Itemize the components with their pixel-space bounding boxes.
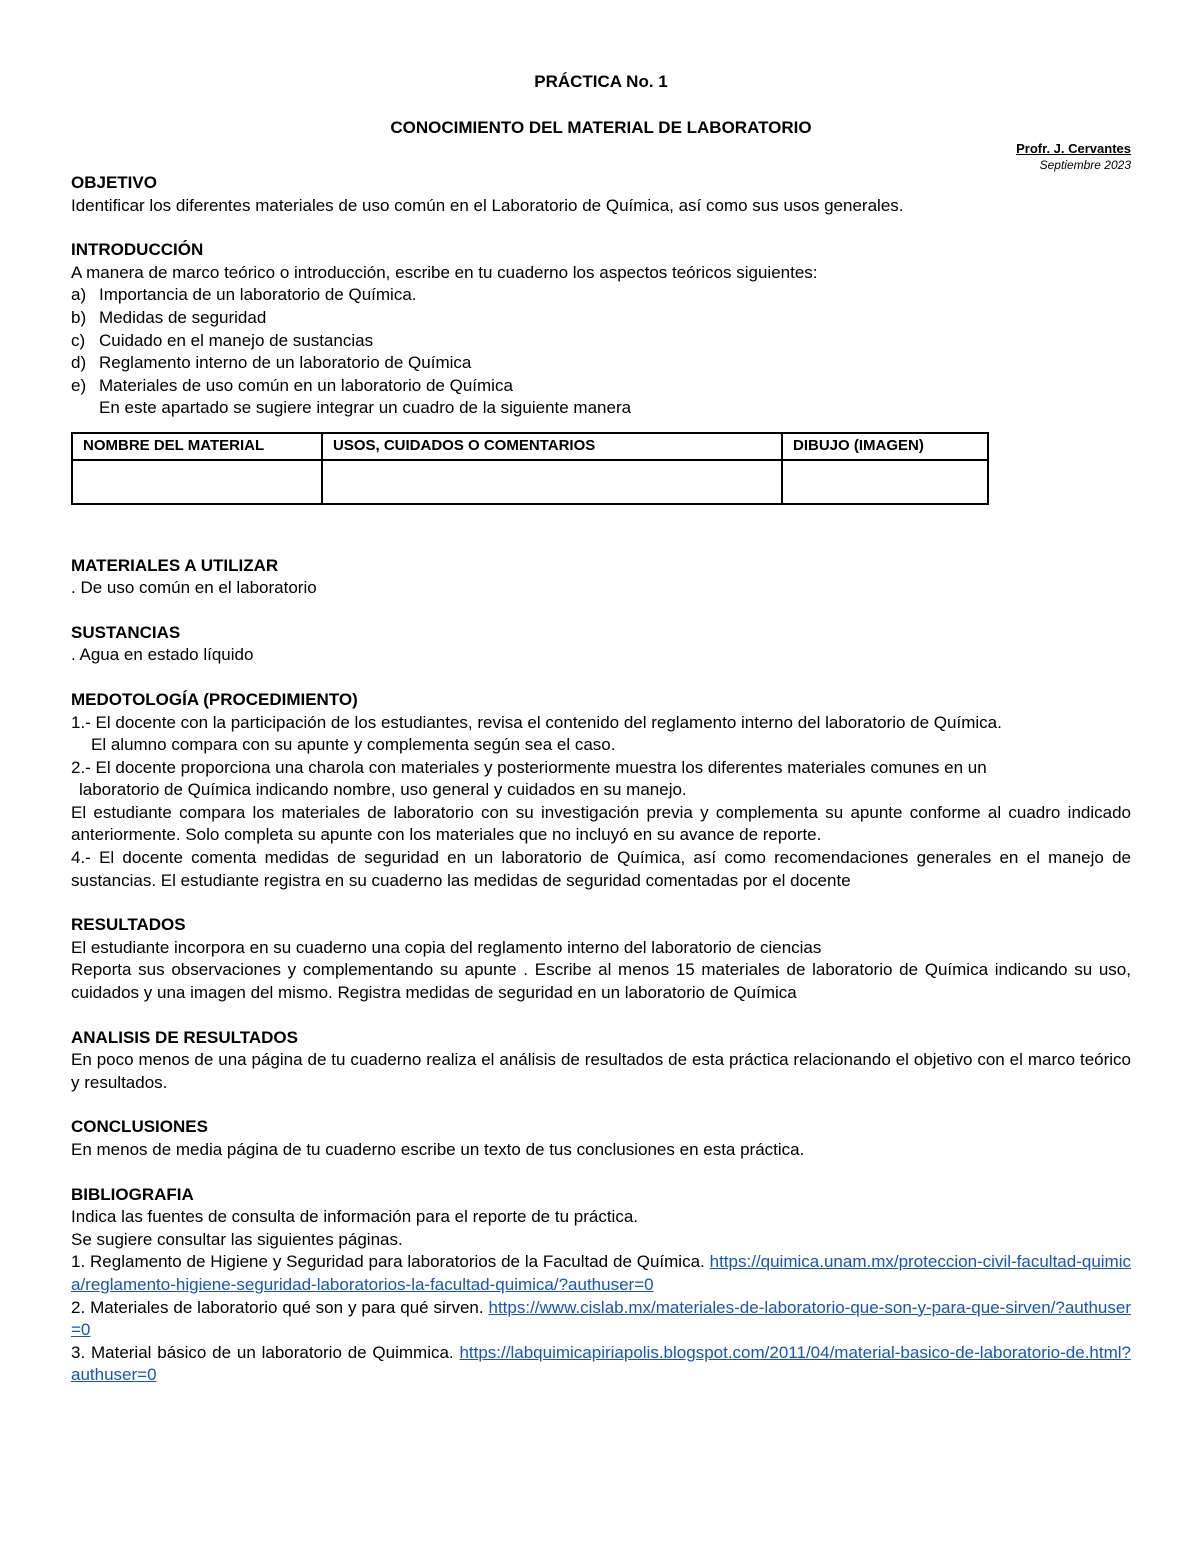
table-cell [72,460,322,504]
analisis-text: En poco menos de una página de tu cuaderno realiza el análisis de resultados de esta práctica relacionando el objetivo con el marco teórico y resultados. [71,1050,1131,1092]
reference-item [71,1297,1131,1342]
section-resultados [71,914,1131,1004]
reference-label: 3. Material básico de un laboratorio de Quimmica. [71,1342,460,1362]
reference-link[interactable]: https://quimica.unam.mx/proteccion-civil-facultad-quimica/reglamento-higiene-seguridad-laboratorios-la-facultad-quimica/?authuser=0 [71,1252,1131,1294]
reference-link[interactable]: https://labquimicapiriapolis.blogspot.com/2011/04/material-basico-de-laboratorio-de.html?authuser=0 [71,1342,1131,1385]
section-metodologia [71,689,1131,892]
sustancias-text: . Agua en estado líquido [71,645,254,665]
list-text: Medidas de seguridad [99,307,267,327]
author-block [1016,140,1131,174]
list-text: Reglamento interno de un laboratorio de Química [99,353,472,373]
table-header-cell: DIBUJO (IMAGEN) [782,433,988,460]
section-objetivo [71,172,1131,217]
list-text: Cuidado en el manejo de sustancias [99,330,374,350]
section-heading: MEDOTOLOGÍA (PROCEDIMIENTO) [71,689,358,709]
materiales-text: . De uso común en el laboratorio [71,578,317,598]
author-name: Profr. J. Cervantes [1016,141,1131,156]
metodologia-step-1: 1.- El docente con la participación de los estudiantes, revisa el contenido del reglamento interno del laboratorio de Química. [71,712,1002,732]
resultados-text-2: Reporta sus observaciones y complementando su apunte . Escribe al menos 15 materiales de laboratorio de Química indicando su uso, cuidados y una imagen del mismo. Registra medidas de seguridad en un laboratorio de Química [71,960,1131,1003]
section-heading: SUSTANCIAS [71,622,181,642]
introduccion-note: En este apartado se sugiere integrar un cuadro de la siguiente manera [99,398,632,418]
document-date: Septiembre 2023 [1039,158,1131,172]
section-analisis [71,1027,1131,1095]
list-item [71,284,1131,307]
section-heading: RESULTADOS [71,915,186,935]
metodologia-step-3: El estudiante compara los materiales de laboratorio con su investigación previa y complementa su apunte conforme al cuadro indicado anteriormente. Solo completa su apunte con los materiales que no incluyó en su avance de reporte. [71,802,1131,845]
list-letter: d) [71,353,87,373]
table-header-row [72,433,988,460]
objetivo-text: Identificar los diferentes materiales de uso común en el Laboratorio de Química, así como sus usos generales. [71,195,904,215]
section-heading: CONCLUSIONES [71,1117,208,1137]
list-item [71,352,1131,375]
list-letter: a) [71,285,87,305]
list-item [71,375,1131,398]
section-heading: OBJETIVO [71,173,157,192]
list-letter: b) [71,307,87,327]
metodologia-step-2b: laboratorio de Química indicando nombre, uso general y cuidados en su manejo. [79,780,687,800]
bibliografia-text-1: Indica las fuentes de consulta de información para el reporte de tu práctica. [71,1207,639,1227]
table-cell [322,460,782,504]
reference-label: 1. Reglamento de Higiene y Seguridad para laboratorios de la Facultad de Química. [71,1252,710,1272]
page-subtitle: CONOCIMIENTO DEL MATERIAL DE LABORATORIO [390,118,812,137]
section-introduccion [71,239,1131,504]
reference-label: 2. Materiales de laboratorio qué son y para qué sirven. [71,1297,489,1317]
reference-item [71,1251,1131,1296]
table-row [72,460,988,504]
section-heading: INTRODUCCIÓN [71,240,204,260]
list-item [71,330,1131,353]
section-bibliografia [71,1184,1131,1387]
list-text: Materiales de uso común en un laboratorio de Química [99,375,513,395]
section-heading: BIBLIOGRAFIA [71,1184,194,1204]
section-materiales [71,555,1131,600]
introduccion-list [71,284,1131,397]
section-conclusiones [71,1116,1131,1161]
table-header-cell: USOS, CUIDADOS O COMENTARIOS [322,433,782,460]
metodologia-step-1b: El alumno compara con su apunte y complementa según sea el caso. [91,735,616,755]
materials-table [71,432,989,505]
document-body [71,172,1131,1409]
table-cell [782,460,988,504]
resultados-text-1: El estudiante incorpora en su cuaderno una copia del reglamento interno del laboratorio de ciencias [71,937,822,957]
list-item [71,307,1131,330]
reference-item [71,1342,1131,1387]
table-header-cell: NOMBRE DEL MATERIAL [72,433,322,460]
conclusiones-text: En menos de media página de tu cuaderno escribe un texto de tus conclusiones en esta práctica. [71,1140,805,1159]
page-title: PRÁCTICA No. 1 [534,72,668,91]
section-heading: MATERIALES A UTILIZAR [71,555,279,575]
bibliografia-text-2: Se sugiere consultar las siguientes páginas. [71,1229,403,1249]
section-heading: ANALISIS DE RESULTADOS [71,1027,298,1047]
section-sustancias [71,622,1131,667]
reference-link[interactable]: https://www.cislab.mx/materiales-de-laboratorio-que-son-y-para-que-sirven/?authuser=0 [71,1297,1131,1340]
metodologia-step-2: 2.- El docente proporciona una charola con materiales y posteriormente muestra los diferentes materiales comunes en un [71,757,987,777]
list-letter: c) [71,330,86,350]
list-text: Importancia de un laboratorio de Química. [99,285,417,305]
metodologia-step-4: 4.- El docente comenta medidas de seguridad en un laboratorio de Química, así como recomendaciones generales en el manejo de sustancias. El estudiante registra en su cuaderno las medidas de seguridad comentadas por el docente [71,848,1131,890]
introduccion-text: A manera de marco teórico o introducción, escribe en tu cuaderno los aspectos teóricos siguientes: [71,262,818,282]
list-letter: e) [71,375,87,395]
